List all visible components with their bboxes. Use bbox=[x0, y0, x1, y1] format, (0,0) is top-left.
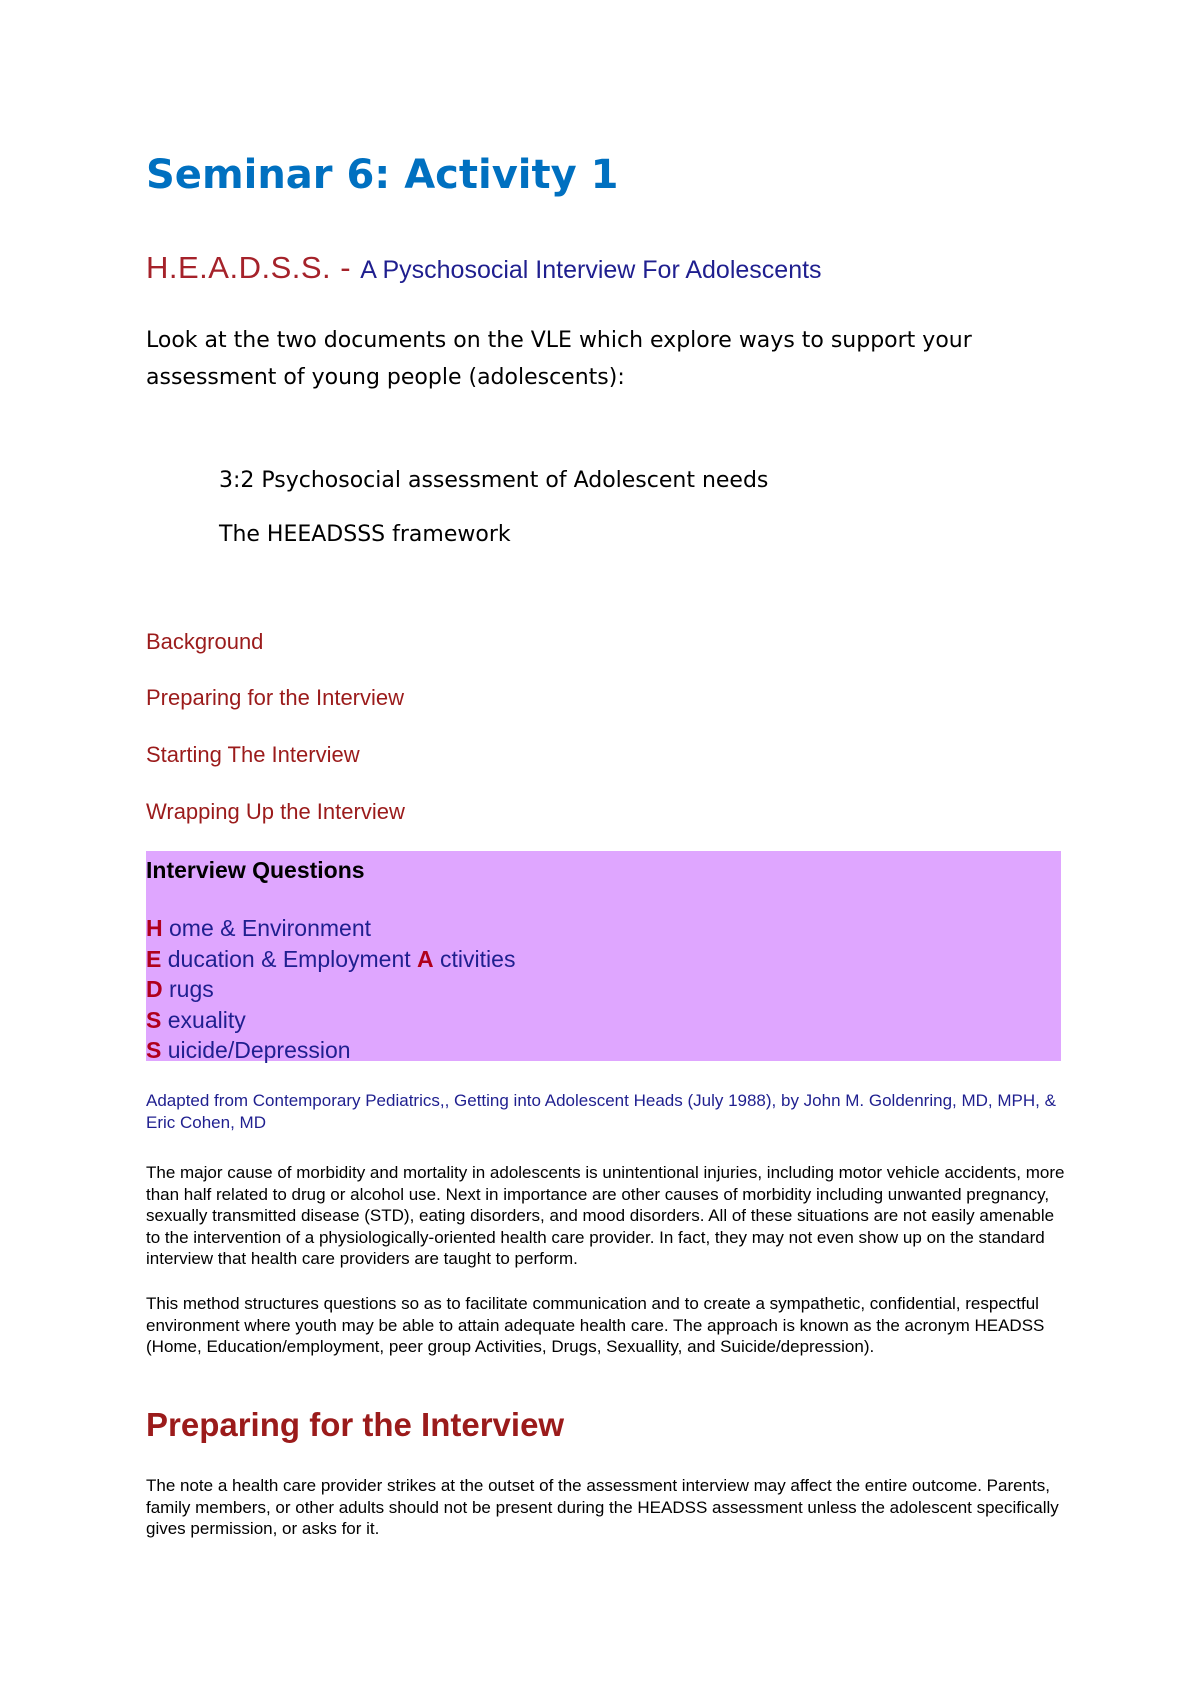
acronym-word: uicide/Depression bbox=[161, 1037, 351, 1063]
source-citation: Adapted from Contemporary Pediatrics,, Getting into Adolescent Heads (July 1988), by John M. Goldenring, MD, MPH, & Eric Cohen, MD bbox=[146, 1091, 1056, 1132]
acronym-word: ome & Environment bbox=[162, 915, 371, 941]
subtitle-acronym: H.E.A.D.S.S. - bbox=[146, 250, 361, 285]
acronym-letter: S bbox=[146, 1006, 162, 1033]
acronym-letter: D bbox=[146, 976, 163, 1002]
headss-item-suicide bbox=[146, 1035, 515, 1066]
acronym-word: exuality bbox=[161, 1006, 246, 1033]
document-reference-2: The HEEADSSS framework bbox=[219, 522, 511, 547]
toc-link-wrapping-up[interactable]: Wrapping Up the Interview bbox=[146, 799, 405, 824]
acronym-letter: A bbox=[417, 945, 434, 972]
body-paragraph-2: This method structures questions so as to facilitate communication and to create a sympathetic, confidential, respectful environment where youth may be able to attain adequate health care. The approach is known as the acronym HEADSS (Home, Education/employment, peer group Activities, Drugs, Sexuallity, and Suicide/depression). bbox=[146, 1294, 1045, 1356]
document-reference-1: 3:2 Psychosocial assessment of Adolescent needs bbox=[219, 468, 769, 493]
intro-paragraph: Look at the two documents on the VLE which explore ways to support your assessment of young people (adolescents): bbox=[146, 328, 972, 390]
section-heading-preparing: Preparing for the Interview bbox=[146, 1406, 565, 1443]
body-paragraph-1: The major cause of morbidity and mortality in adolescents is unintentional injuries, including motor vehicle accidents, more than half related to drug or alcohol use. Next in importance are other causes of morbidity including unwanted pregnancy, sexually transmitted disease (STD), eating disorders, and mood disorders. All of these situations are not easily amenable to the intervention of a physiologically-oriented health care provider. In fact, they may not even show up on the standard interview that health care providers are taught to perform. bbox=[146, 1163, 1065, 1268]
acronym-letter: H bbox=[146, 915, 163, 941]
subtitle-text: A Pyschosocial Interview For Adolescents bbox=[360, 256, 822, 284]
acronym-word: ctivities bbox=[433, 945, 516, 972]
acronym-word: rugs bbox=[162, 976, 214, 1002]
headss-item-home bbox=[146, 913, 515, 944]
toc-link-preparing[interactable]: Preparing for the Interview bbox=[146, 685, 405, 710]
interview-questions-box bbox=[146, 851, 1061, 1061]
headss-acronym-list bbox=[146, 913, 515, 1066]
headss-item-sexuality bbox=[146, 1005, 515, 1036]
document-subtitle bbox=[146, 250, 822, 286]
document-title: Seminar 6: Activity 1 bbox=[146, 152, 619, 198]
headss-item-education bbox=[146, 944, 515, 975]
interview-questions-heading: Interview Questions bbox=[146, 857, 365, 883]
acronym-letter: S bbox=[146, 1037, 162, 1063]
toc-link-starting[interactable]: Starting The Interview bbox=[146, 742, 360, 767]
headss-item-drugs bbox=[146, 974, 515, 1005]
toc-link-background[interactable]: Background bbox=[146, 629, 264, 654]
acronym-letter: E bbox=[146, 945, 162, 972]
body-paragraph-3: The note a health care provider strikes at the outset of the assessment interview may affect the entire outcome. Parents, family members, or other adults should not be present during the HEADSS assessment unless the adolescent specifically gives permission, or asks for it. bbox=[146, 1476, 1059, 1538]
acronym-word: ducation & Employment bbox=[161, 945, 418, 972]
